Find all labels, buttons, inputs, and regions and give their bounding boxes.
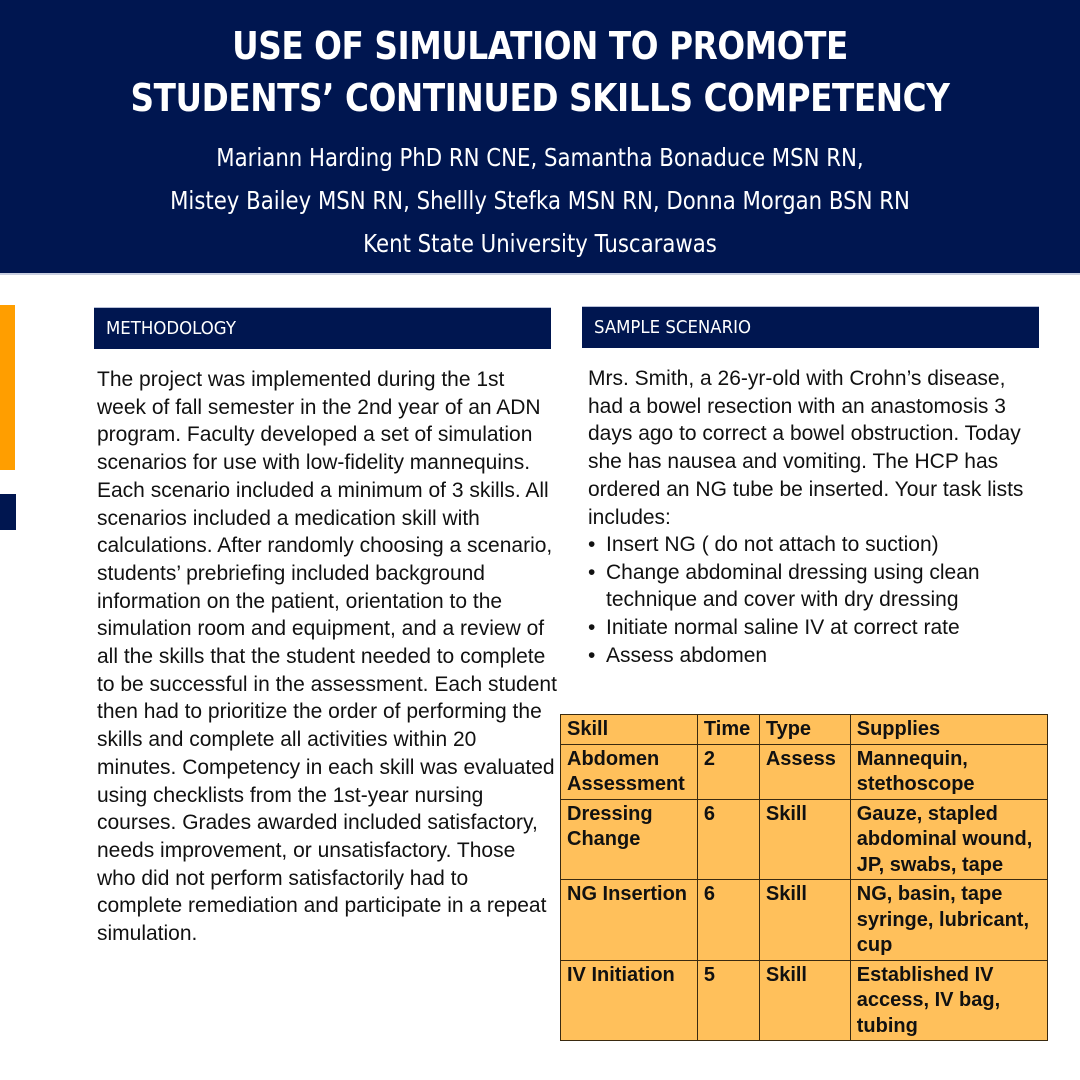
bullet-icon: • bbox=[588, 533, 596, 556]
task-text: Initiate normal saline IV at correct rate bbox=[606, 616, 960, 640]
authors-block bbox=[81, 136, 999, 265]
poster-header bbox=[0, 0, 1080, 275]
column-header-skill: Skill bbox=[561, 715, 698, 745]
methodology-heading bbox=[94, 307, 551, 349]
sample-scenario-heading-label: SAMPLE SCENARIO bbox=[594, 317, 752, 338]
table-header-row bbox=[561, 715, 1048, 745]
authors-line-2: Mistey Bailey MSN RN, Shellly Stefka MSN RN, Donna Morgan BSN RN bbox=[170, 186, 910, 215]
cell-skill: Dressing Change bbox=[561, 799, 698, 880]
column-header-supplies: Supplies bbox=[850, 715, 1047, 745]
cell-type: Skill bbox=[759, 799, 850, 880]
table-row bbox=[561, 880, 1048, 961]
skills-table bbox=[560, 714, 1048, 1041]
bullet-icon: • bbox=[588, 643, 596, 667]
task-text: Insert NG ( do not attach to suction) bbox=[606, 533, 939, 556]
task-text: Assess abdomen bbox=[606, 643, 768, 667]
cell-type: Skill bbox=[759, 960, 850, 1041]
poster-title: USE OF SIMULATION TO PROMOTE STUDENTS’ CONTINUED SKILLS COMPETENCY bbox=[130, 24, 950, 120]
task-text: Change abdominal dressing using clean technique and cover with dry dressing bbox=[606, 560, 980, 612]
cell-supplies: NG, basin, tape syringe, lubricant, cup bbox=[850, 880, 1047, 961]
cell-type: Skill bbox=[759, 880, 850, 961]
methodology-text: The project was implemented during the 1st week of fall semester in the 2nd year of an ADN program. Faculty developed a set of simulation scenarios for use with low-fidelity mannequins. Each scenario included a minimum of 3 skills. All scenarios included a medication skill with calculations. After randomly choosing a scenario, students’ prebriefing included background information on the patient, orientation to the simulation room and equipment, and a review of all the skills that the student needed to complete to be successful in the assessment. Each student then had to prioritize the order of performing the skills and complete all activities within 20 minutes. Competency in each skill was evaluated using checklists from the 1st-year nursing courses. Grades awarded included satisfactory, needs improvement, or unsatisfactory. Those who did not perform satisfactorily had to complete remediation and participate in a repeat simulation. bbox=[97, 368, 557, 946]
task-list-item bbox=[588, 531, 1038, 559]
bullet-icon: • bbox=[588, 560, 596, 584]
cell-time: 5 bbox=[697, 960, 759, 1041]
cell-supplies: Mannequin, stethoscope bbox=[850, 744, 1047, 799]
cell-supplies: Established IV access, IV bag, tubing bbox=[850, 960, 1047, 1041]
cell-type: Assess bbox=[759, 744, 850, 799]
decorative-navy-bar bbox=[0, 494, 16, 530]
task-list-item bbox=[588, 642, 1038, 670]
table-row bbox=[561, 744, 1048, 799]
cell-skill: Abdomen Assessment bbox=[561, 744, 698, 799]
column-header-type: Type bbox=[759, 715, 850, 745]
column-header-time: Time bbox=[697, 715, 759, 745]
cell-time: 6 bbox=[697, 799, 759, 880]
sample-scenario-heading bbox=[582, 306, 1039, 348]
table-row bbox=[561, 799, 1048, 880]
task-list bbox=[588, 531, 1038, 670]
bullet-icon: • bbox=[588, 616, 596, 640]
cell-skill: IV Initiation bbox=[561, 960, 698, 1041]
authors-line-1: Mariann Harding PhD RN CNE, Samantha Bonaduce MSN RN, bbox=[216, 143, 864, 172]
scenario-text: Mrs. Smith, a 26-yr-old with Crohn’s disease, had a bowel resection with an anastomosis 3 days ago to correct a bowel obstruction. Today she has nausea and vomiting. The HCP has ordered an NG tube be inserted. Your task lists includes: bbox=[588, 367, 1024, 529]
decorative-orange-bar bbox=[0, 305, 15, 470]
task-list-item bbox=[588, 559, 1038, 614]
institution: Kent State University Tuscarawas bbox=[363, 229, 717, 258]
table-row bbox=[561, 960, 1048, 1041]
cell-time: 2 bbox=[697, 744, 759, 799]
cell-supplies: Gauze, stapled abdominal wound, JP, swabs, tape bbox=[850, 799, 1047, 880]
task-list-item bbox=[588, 614, 1038, 642]
methodology-heading-label: METHODOLOGY bbox=[106, 318, 236, 339]
cell-skill: NG Insertion bbox=[561, 880, 698, 961]
cell-time: 6 bbox=[697, 880, 759, 961]
